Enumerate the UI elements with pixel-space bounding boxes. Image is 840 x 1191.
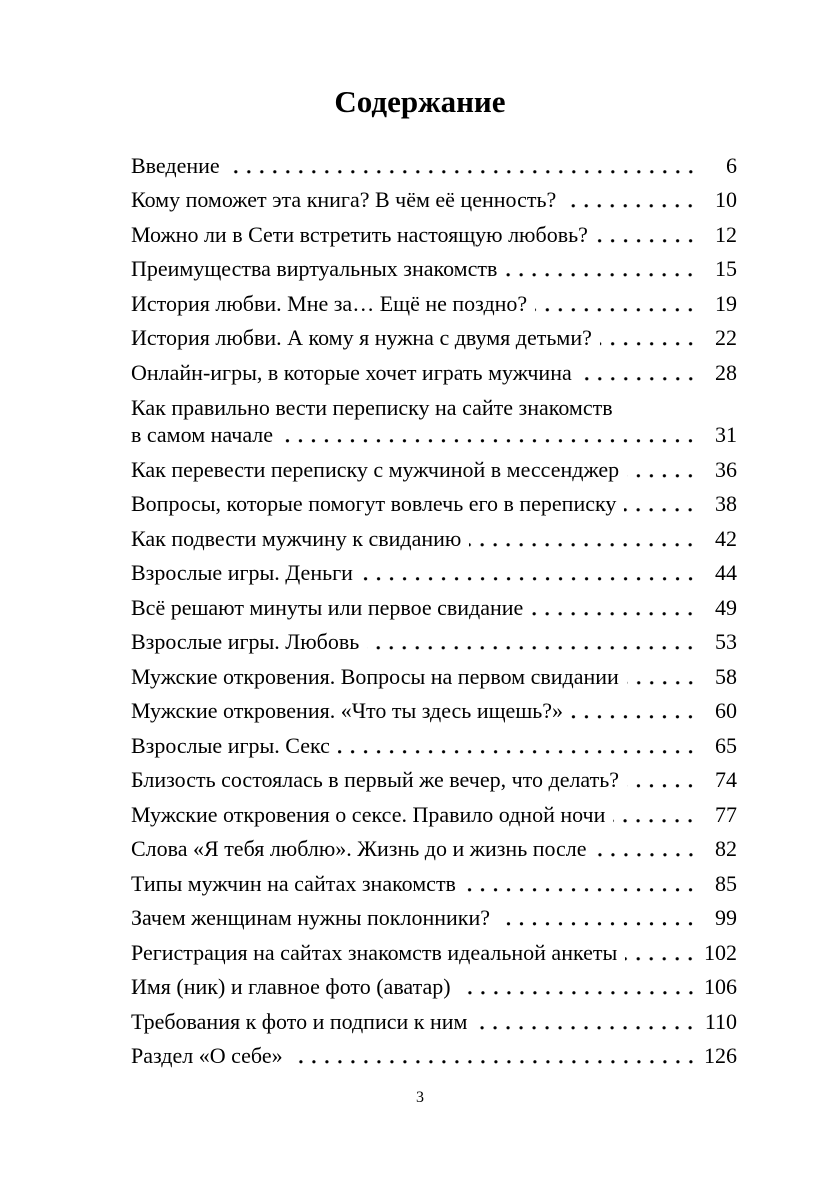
- dot-leader: [498, 904, 697, 931]
- toc-entry-page: 53: [715, 629, 737, 655]
- dot-leader: [595, 835, 697, 862]
- toc-entry: [131, 321, 737, 356]
- toc-entry: [131, 797, 737, 832]
- toc-entry-title: Всё решают минуты или первое свидание: [131, 594, 524, 620]
- toc-entry-page: 74: [715, 767, 737, 793]
- dot-leader: [625, 939, 697, 966]
- toc-entry-line: [131, 359, 737, 386]
- toc-entry: [131, 452, 737, 487]
- toc-entry-page: 110: [704, 1008, 737, 1034]
- page-title: Содержание: [334, 84, 506, 119]
- toc-entry-line: [131, 766, 737, 793]
- toc-entry-page: 60: [715, 698, 737, 724]
- toc-entry-title: Кому поможет эта книга? В чём её ценность?: [131, 187, 557, 213]
- toc-entry-title: Мужские откровения о сексе. Правило одной ночи: [131, 801, 606, 827]
- dot-leader: [228, 152, 697, 179]
- dot-leader: [338, 732, 697, 759]
- toc-entry-line: [131, 904, 737, 931]
- toc-entry-line: [131, 290, 737, 317]
- toc-entry-line: [131, 801, 737, 828]
- toc-entry-title: Как подвести мужчину к свиданию: [131, 525, 462, 551]
- dot-leader: [459, 973, 697, 1000]
- toc-entry: [131, 521, 737, 556]
- toc-entry-title: Вопросы, которые помогут вовлечь его в переписку: [131, 491, 617, 517]
- toc-entry-title: Как правильно вести переписку на сайте знакомств: [131, 394, 613, 420]
- dot-leader: [627, 766, 697, 793]
- toc-entry-line: [131, 394, 737, 421]
- toc-entry-line: [131, 697, 737, 724]
- toc-entry-line: [131, 973, 737, 1000]
- toc-entry-title: Мужские откровения. Вопросы на первом свидании: [131, 663, 619, 689]
- toc-entry: [131, 148, 737, 183]
- toc-entry-line: [131, 255, 737, 282]
- toc-entry-line: [131, 628, 737, 655]
- toc-entry-page: 49: [715, 594, 737, 620]
- toc-entry-title: Близость состоялась в первый же вечер, что делать?: [131, 767, 620, 793]
- toc-entry-title: Типы мужчин на сайтах знакомств: [131, 870, 456, 896]
- dot-leader: [531, 594, 697, 621]
- toc-entry: [131, 217, 737, 252]
- toc-entry: [131, 625, 737, 660]
- dot-leader: [505, 255, 697, 282]
- toc-entry-line: [131, 732, 737, 759]
- dot-leader: [367, 628, 697, 655]
- toc-entry: [131, 556, 737, 591]
- dot-leader: [627, 456, 697, 483]
- toc-entry-page: 12: [715, 221, 737, 247]
- toc-entry-line: [131, 421, 737, 448]
- toc-entry: [131, 355, 737, 390]
- toc-entry-line: [131, 663, 737, 690]
- toc-entry-page: 22: [715, 325, 737, 351]
- toc-entry-line: [131, 559, 737, 586]
- toc-entry: [131, 1039, 737, 1074]
- toc-entry-title: Слова «Я тебя люблю». Жизнь до и жизнь после: [131, 836, 587, 862]
- dot-leader: [464, 870, 697, 897]
- toc-entry-title: Мужские откровения. «Что ты здесь ищешь?»: [131, 698, 564, 724]
- toc-entry: [131, 286, 737, 321]
- toc-entry-title: История любви. Мне за… Ещё не поздно?: [131, 290, 528, 316]
- toc-entry-line: [131, 152, 737, 179]
- dot-leader: [580, 359, 697, 386]
- toc-entry-title: Регистрация на сайтах знакомств идеальной анкеты: [131, 939, 618, 965]
- toc-entry: [131, 590, 737, 625]
- toc-entry-page: 42: [715, 525, 737, 551]
- page-number: 3: [416, 1089, 424, 1106]
- toc-entry-title: Имя (ник) и главное фото (аватар): [131, 974, 451, 1000]
- toc-entry-title: Зачем женщинам нужны поклонники?: [131, 905, 491, 931]
- toc-entry-page: 6: [726, 152, 737, 178]
- toc-entry-page: 99: [715, 905, 737, 931]
- dot-leader: [281, 421, 697, 448]
- toc-entry-line: [131, 870, 737, 897]
- toc-entry-title: Преимущества виртуальных знакомств: [131, 256, 498, 282]
- toc-entry: [131, 935, 737, 970]
- toc-entry-page: 102: [704, 939, 737, 965]
- toc-entry: [131, 901, 737, 936]
- toc-entry-line: [131, 594, 737, 621]
- toc-entry: [131, 866, 737, 901]
- table-of-contents: [131, 148, 737, 1073]
- toc-entry-page: 85: [715, 870, 737, 896]
- toc-entry: [131, 1004, 737, 1039]
- toc-entry-line: [131, 1042, 737, 1069]
- dot-leader: [291, 1042, 697, 1069]
- toc-entry-title: Взрослые игры. Любовь: [131, 629, 360, 655]
- toc-entry-page: 19: [715, 290, 737, 316]
- toc-entry-page: 31: [715, 421, 737, 447]
- toc-entry-line: [131, 939, 737, 966]
- toc-entry-title: в самом начале: [131, 421, 274, 447]
- toc-entry: [131, 183, 737, 218]
- toc-entry-page: 82: [715, 836, 737, 862]
- toc-entry-line: [131, 186, 737, 213]
- toc-entry-title: Введение: [131, 152, 220, 178]
- toc-entry-title: Взрослые игры. Секс: [131, 732, 330, 758]
- toc-entry-line: [131, 324, 737, 351]
- toc-entry-page: 77: [715, 801, 737, 827]
- toc-entry-line: [131, 525, 737, 552]
- toc-entry: [131, 390, 737, 453]
- toc-entry-page: 44: [715, 560, 737, 586]
- dot-leader: [361, 559, 697, 586]
- dot-leader: [600, 324, 697, 351]
- toc-entry: [131, 763, 737, 798]
- toc-entry: [131, 487, 737, 522]
- toc-entry-title: Можно ли в Сети встретить настоящую любовь?: [131, 221, 588, 247]
- toc-entry: [131, 659, 737, 694]
- toc-entry-page: 38: [715, 491, 737, 517]
- toc-entry-page: 106: [704, 974, 737, 1000]
- toc-entry-title: Как перевести переписку с мужчиной в мессенджер: [131, 456, 620, 482]
- toc-entry-line: [131, 490, 737, 517]
- toc-entry: [131, 252, 737, 287]
- dot-leader: [535, 290, 697, 317]
- toc-entry-title: Взрослые игры. Деньги: [131, 560, 353, 586]
- toc-entry: [131, 832, 737, 867]
- dot-leader: [571, 697, 697, 724]
- dot-leader: [469, 525, 697, 552]
- toc-entry-page: 15: [715, 256, 737, 282]
- toc-entry-page: 28: [715, 359, 737, 385]
- toc-entry-line: [131, 1008, 737, 1035]
- dot-leader: [564, 186, 697, 213]
- toc-entry-page: 10: [715, 187, 737, 213]
- toc-entry-page: 65: [715, 732, 737, 758]
- toc-entry-line: [131, 221, 737, 248]
- toc-entry-page: 36: [715, 456, 737, 482]
- toc-entry-page: 58: [715, 663, 737, 689]
- toc-entry-title: Раздел «О себе»: [131, 1043, 283, 1069]
- toc-entry-line: [131, 456, 737, 483]
- toc-entry-title: Требования к фото и подписи к ним: [131, 1008, 468, 1034]
- toc-entry-title: История любви. А кому я нужна с двумя детьми?: [131, 325, 592, 351]
- dot-leader: [624, 490, 697, 517]
- dot-leader: [475, 1008, 697, 1035]
- toc-entry-title: Онлайн-игры, в которые хочет играть мужчина: [131, 359, 572, 385]
- dot-leader: [627, 663, 697, 690]
- toc-entry-line: [131, 835, 737, 862]
- dot-leader: [596, 221, 697, 248]
- toc-entry: [131, 694, 737, 729]
- toc-entry: [131, 728, 737, 763]
- toc-entry: [131, 970, 737, 1005]
- dot-leader: [613, 801, 697, 828]
- toc-entry-page: 126: [704, 1043, 737, 1069]
